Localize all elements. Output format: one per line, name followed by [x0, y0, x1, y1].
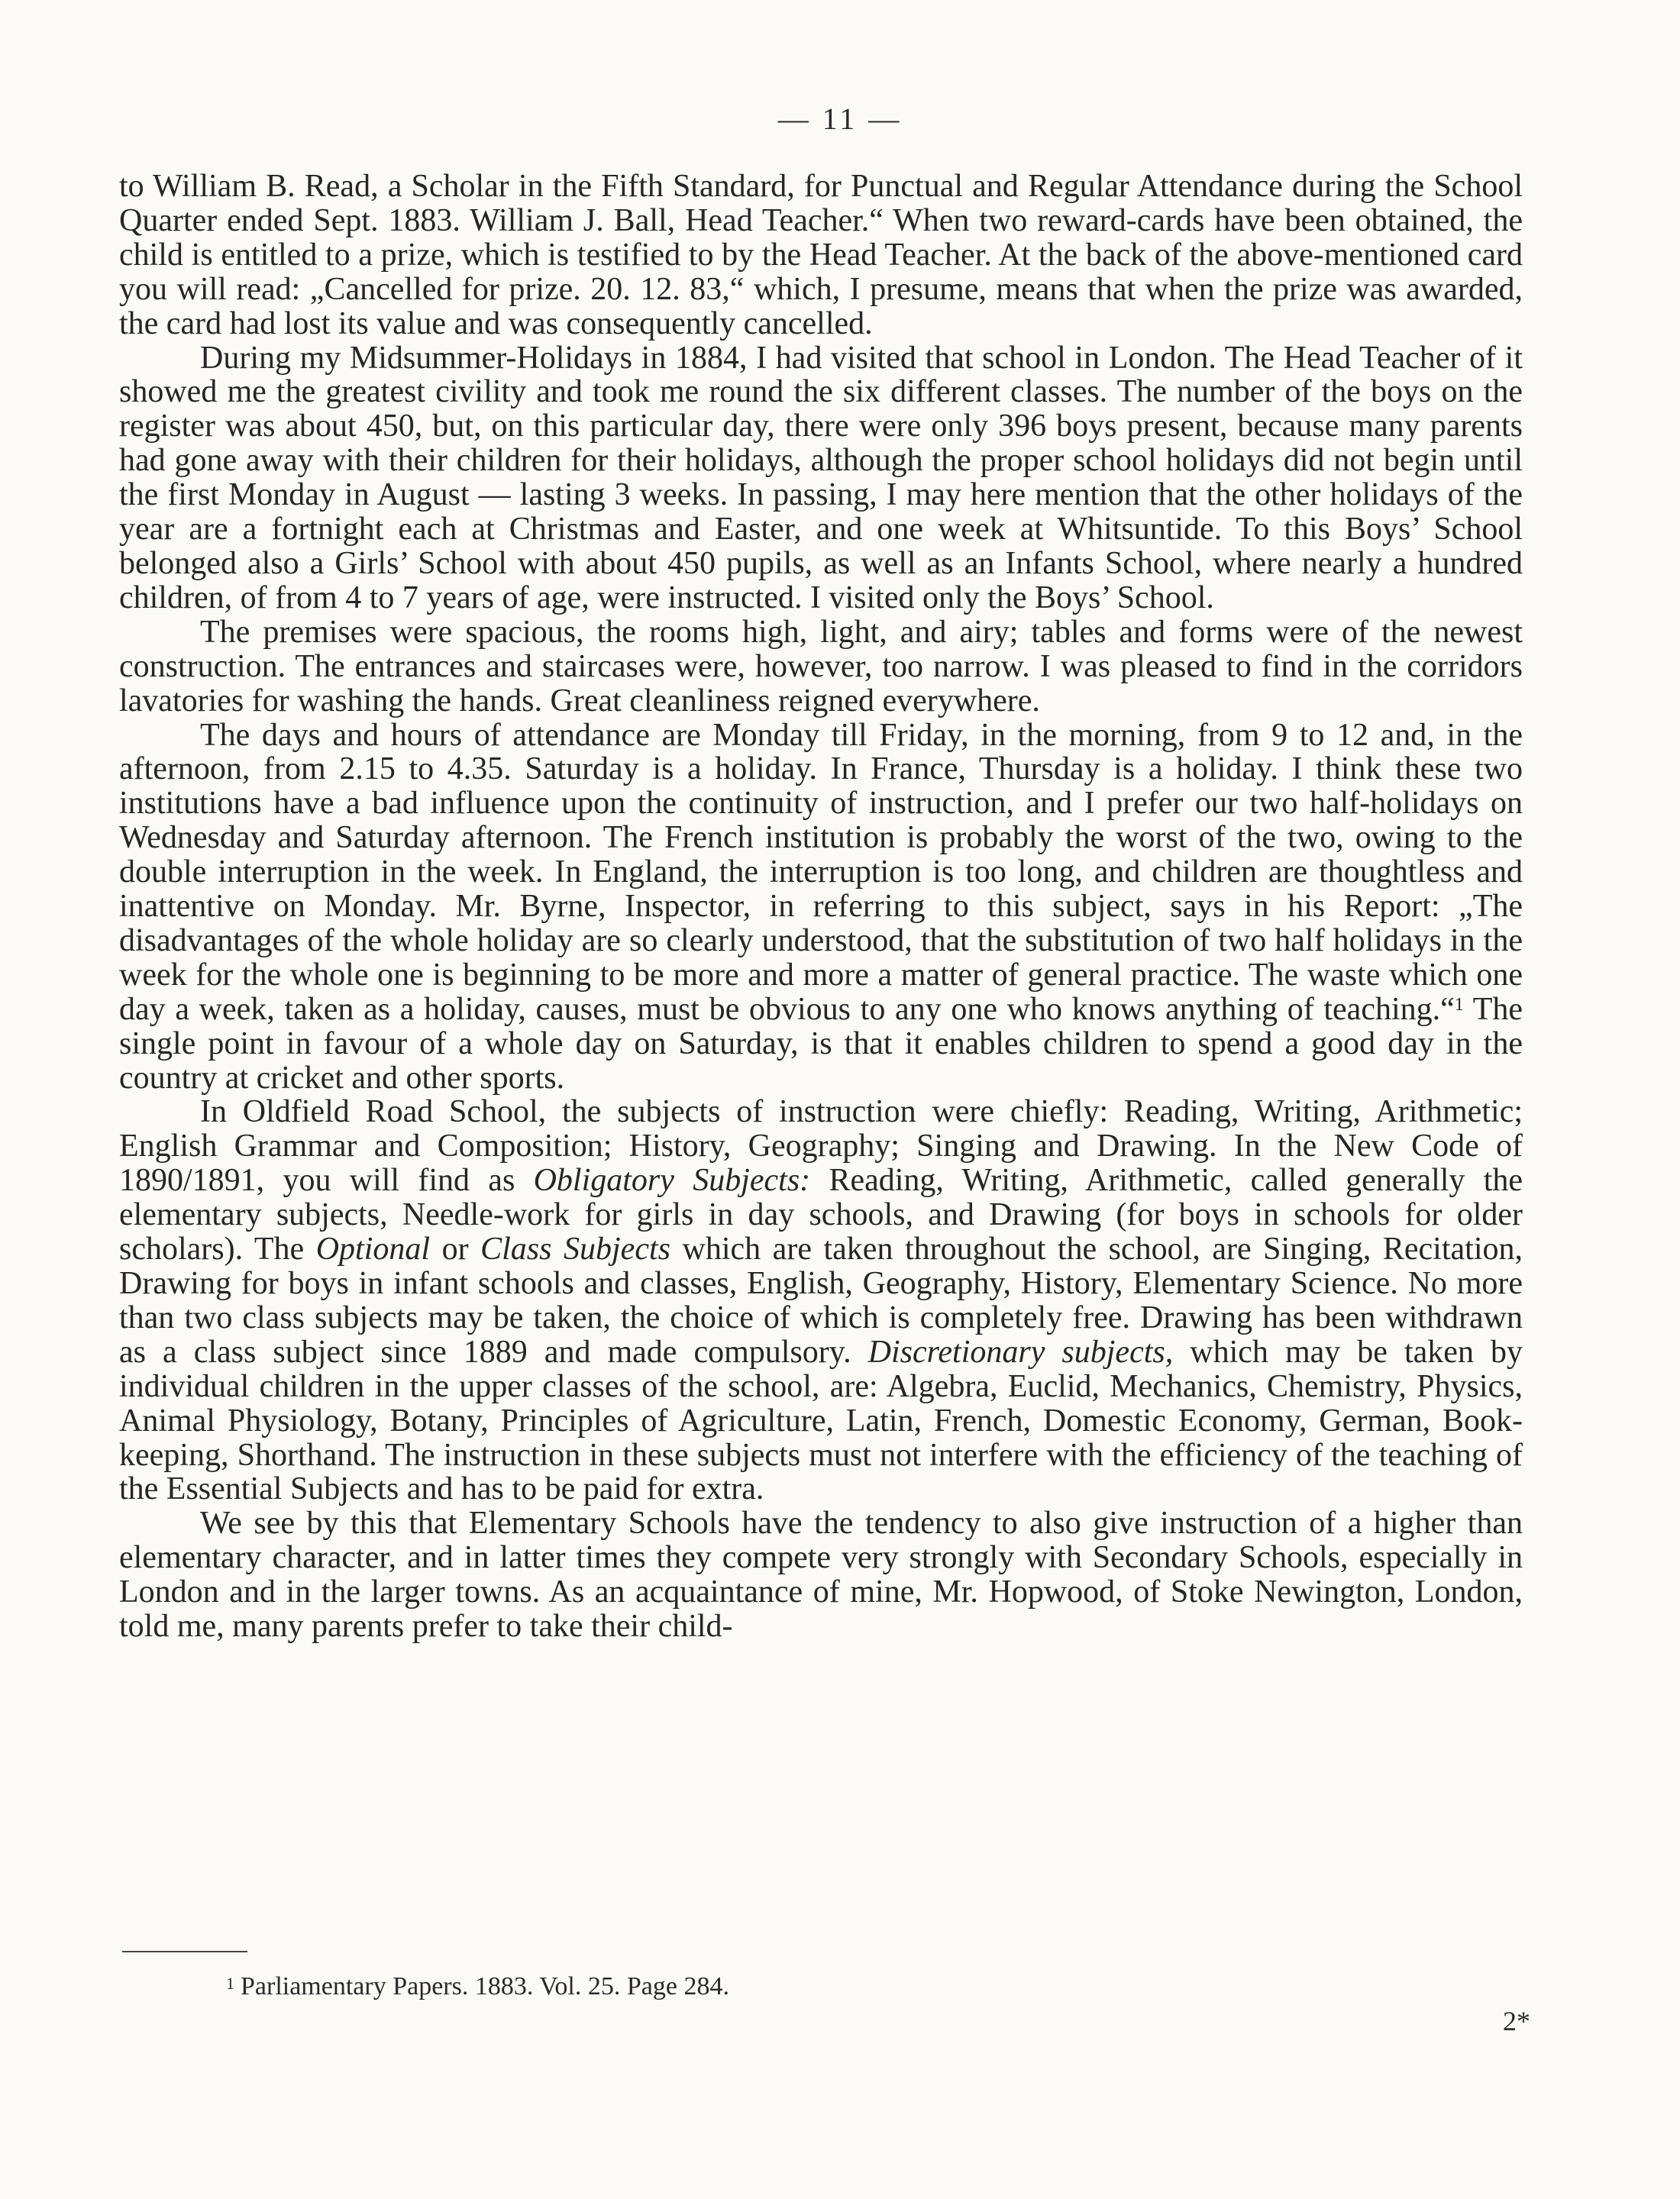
footnote-text: Parliamentary Papers. 1883. Vol. 25. Page 284. [241, 1972, 729, 2000]
paragraph [119, 615, 1523, 718]
paragraph [119, 1095, 1523, 1506]
footnote-rule [122, 1951, 247, 1952]
text-run: We see by this that Elementary Schools have the tendency to also give instruction of a higher than elementary character, and in latter times they compete very strongly with Secondary Schools, especially in London and in the larger towns. As an acquaintance of mine, Mr. Hopwood, of Stoke Newington, London, told me, many parents prefer to take their child- [119, 1506, 1523, 1645]
text-run: Reading, Writing, Arithmetic, called generally the elementary subjects, Needle-work for girls in day schools, and Drawing (for boys in schools for older scholars). The [119, 1163, 1523, 1267]
footnote [226, 1971, 1371, 2002]
text-run: The premises were spacious, the rooms high, light, and airy; tables and forms were of the newest construction. The entrances and staircases were, however, too narrow. I was pleased to find in the corridors lavatories for washing the hands. Great cleanliness reigned everywhere. [119, 614, 1523, 718]
footnote-reference: 1 [1454, 994, 1464, 1015]
text-run: which are taken throughout the school, are Singing, Recitation, Drawing for boys in infant schools and classes, English, Geography, History, Elementary Science. No more than two class subjects may be taken, the choice of which is completely free. Drawing has been withdrawn as a class subject since 1889 and made compulsory. [119, 1232, 1523, 1370]
paragraph [119, 718, 1523, 1096]
italic-term: Optional [315, 1232, 431, 1267]
italic-term: Class Subjects [480, 1232, 670, 1267]
text-run: The days and hours of attendance are Monday till Friday, in the morning, from 9 to 12 and, in the afternoon, from 2.15 to 4.35. Saturday is a holiday. In France, Thursday is a holiday. I think these two institutions have a bad influence upon the continuity of instruction, and I prefer our two half-holidays on Wednesday and Saturday afternoon. The French institution is probably the worst of the two, owing to the double interruption in the week. In England, the interruption is too long, and children are thoughtless and inattentive on Monday. Mr. Byrne, Inspector, in referring to this subject, says in his Report: „The disadvantages of the whole holiday are so clearly understood, that the substitution of two half holidays in the week for the whole one is beginning to be more and more a matter of general practice. The waste which one day a week, taken as a holiday, causes, must be obvious to any one who knows anything of teaching.“ [119, 717, 1523, 1027]
text-run: to William B. Read, a Scholar in the Fifth Standard, for Punctual and Regular Attendance during the School Quarter ended Sept. 1883. William J. Ball, Head Teacher.“ When two reward-cards have been obtained, the child is entitled to a prize, which is testified to by the Head Teacher. At the back of the above-mentioned card you will read: „Cancelled for prize. 20. 12. 83,“ which, I presume, means that when the prize was awarded, the card had lost its value and was consequently cancelled. [119, 169, 1523, 341]
page-number: — 11 — [777, 102, 903, 136]
text-run: In Oldfield Road School, the subjects of instruction were chiefly: Reading, Writing, Arithmetic; English Grammar and Composition; History, Geography; Singing and Drawing. In the New Code of 1890/1891, you will find as [119, 1094, 1523, 1199]
paragraph [119, 1506, 1523, 1644]
italic-term: Obligatory Subjects: [533, 1163, 811, 1199]
italic-term: Discretionary subjects, [867, 1334, 1174, 1370]
text-run: or [430, 1232, 481, 1267]
signature-mark: 2* [1503, 2006, 1530, 2036]
text-run: which may be taken by individual children in the upper classes of the school, are: Algebra, Euclid, Mechanics, Chemistry, Physics, Animal Physiology, Botany, Principles of Agriculture, Latin, French, Domestic Economy, German, Book-keeping, Shorthand. The instruction in these subjects must not interfere with the efficiency of the teaching of the Essential Subjects and has to be paid for extra. [119, 1334, 1523, 1507]
text-run: During my Midsummer-Holidays in 1884, I had visited that school in London. The Head Teacher of it showed me the greatest civility and took me round the six different classes. The number of the boys on the register was about 450, but, on this particular day, there were only 396 boys present, because many parents had gone away with their children for their holidays, although the proper school holidays did not begin until the first Monday in August — lasting 3 weeks. In passing, I may here mention that the other holidays of the year are a fortnight each at Christmas and Easter, and one week at Whitsuntide. To this Boys’ School belonged also a Girls’ School with about 450 pupils, as well as an Infants School, where nearly a hundred children, of from 4 to 7 years of age, were instructed. I visited only the Boys’ School. [119, 340, 1523, 615]
body-text [119, 170, 1523, 1644]
paragraph [119, 170, 1523, 341]
footnote-marker: 1 [226, 1974, 234, 1993]
paragraph [119, 341, 1523, 615]
text-run: The single point in favour of a whole day on Saturday, is that it enables children to spend a good day in the country at cricket and other sports. [119, 991, 1523, 1096]
